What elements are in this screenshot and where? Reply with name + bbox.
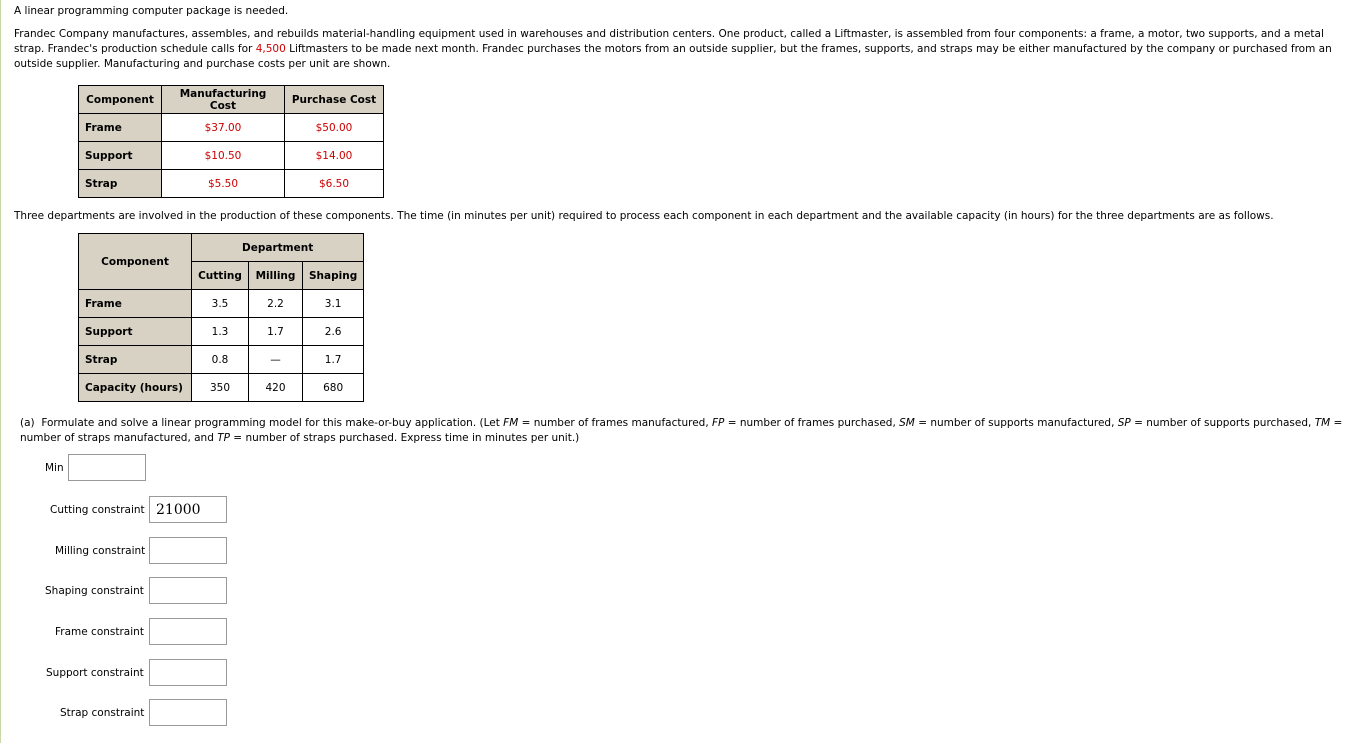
table-cell: $14.00 (285, 142, 384, 170)
row-label: Strap (79, 346, 192, 374)
liftmaster-quantity: 4,500 (255, 43, 286, 55)
cost-table (78, 85, 384, 198)
table-row (79, 114, 384, 142)
table-row (79, 290, 364, 318)
frame-constraint-label: Frame constraint (55, 626, 144, 638)
table-cell: 2.2 (249, 290, 303, 318)
column-header: Cutting (192, 262, 249, 290)
table-row (79, 170, 384, 198)
part-a-prompt: (a) Formulate and solve a linear programming model for this make-or-buy application. (Let FM = number of frames manufactured, FP = number of frames purchased, SM = number of supports manufactured, SP = number of supports purchased, TM = number of straps manufactured, and TP = number of straps purchased. Express time in minutes per unit.) (20, 417, 1343, 444)
table-cell: 3.1 (303, 290, 364, 318)
component-header: Component (79, 234, 192, 290)
intro-text: A linear programming computer package is needed. (14, 5, 289, 17)
table-row (79, 234, 364, 262)
column-header: Manufacturing Cost (162, 86, 285, 114)
table-cell: $50.00 (285, 114, 384, 142)
milling-constraint-label: Milling constraint (55, 545, 146, 557)
column-header: Component (79, 86, 162, 114)
strap-constraint-label: Strap constraint (60, 707, 145, 719)
table-cell: 0.8 (192, 346, 249, 374)
frame-constraint-input[interactable] (149, 618, 227, 645)
strap-constraint-input[interactable] (149, 699, 227, 726)
table-cell: 3.5 (192, 290, 249, 318)
table-cell: 1.3 (192, 318, 249, 346)
table-cell: $5.50 (162, 170, 285, 198)
row-label: Support (79, 142, 162, 170)
problem-statement: Frandec Company manufactures, assembles, and rebuilds material-handling equipment used in warehouses and distribution centers. One product, called a Liftmaster, is assembled from four components: a frame, a motor, two supports, and a metal strap. Frandec's production schedule calls for 4,500 Liftmasters to be made next month. Frandec purchases the motors from an outside supplier, but the frames, supports, and straps may be either manufactured by the company or purchased from an outside supplier. Manufacturing and purchase costs per unit are shown. (14, 28, 1332, 70)
departments-intro: Three departments are involved in the production of these components. The time (in minutes per unit) required to process each component in each department and the available capacity (in hours) for the three departments are as follows. (14, 210, 1274, 222)
cutting-constraint-input[interactable] (149, 496, 227, 523)
table-cell: 350 (192, 374, 249, 402)
support-constraint-label: Support constraint (46, 667, 144, 679)
table-cell: 1.7 (303, 346, 364, 374)
table-cell: 2.6 (303, 318, 364, 346)
cutting-constraint-label: Cutting constraint (50, 504, 145, 516)
column-header: Shaping (303, 262, 364, 290)
milling-constraint-input[interactable] (149, 537, 227, 564)
table-row (79, 86, 384, 114)
column-header: Purchase Cost (285, 86, 384, 114)
table-row (79, 346, 364, 374)
table-cell: $6.50 (285, 170, 384, 198)
table-row (79, 374, 364, 402)
table-cell: 680 (303, 374, 364, 402)
department-table (78, 233, 364, 402)
shaping-constraint-input[interactable] (149, 577, 227, 604)
row-label: Strap (79, 170, 162, 198)
table-row (79, 318, 364, 346)
table-cell: $10.50 (162, 142, 285, 170)
row-label: Frame (79, 290, 192, 318)
table-cell: 420 (249, 374, 303, 402)
min-objective-input[interactable] (68, 454, 146, 481)
shaping-constraint-label: Shaping constraint (45, 585, 144, 597)
column-header: Milling (249, 262, 303, 290)
row-label: Capacity (hours) (79, 374, 192, 402)
table-row (79, 142, 384, 170)
department-header: Department (192, 234, 364, 262)
table-cell: 1.7 (249, 318, 303, 346)
part-label: (a) (20, 417, 35, 429)
table-cell: $37.00 (162, 114, 285, 142)
table-cell: — (249, 346, 303, 374)
row-label: Frame (79, 114, 162, 142)
min-label: Min (45, 462, 64, 474)
row-label: Support (79, 318, 192, 346)
support-constraint-input[interactable] (149, 659, 227, 686)
